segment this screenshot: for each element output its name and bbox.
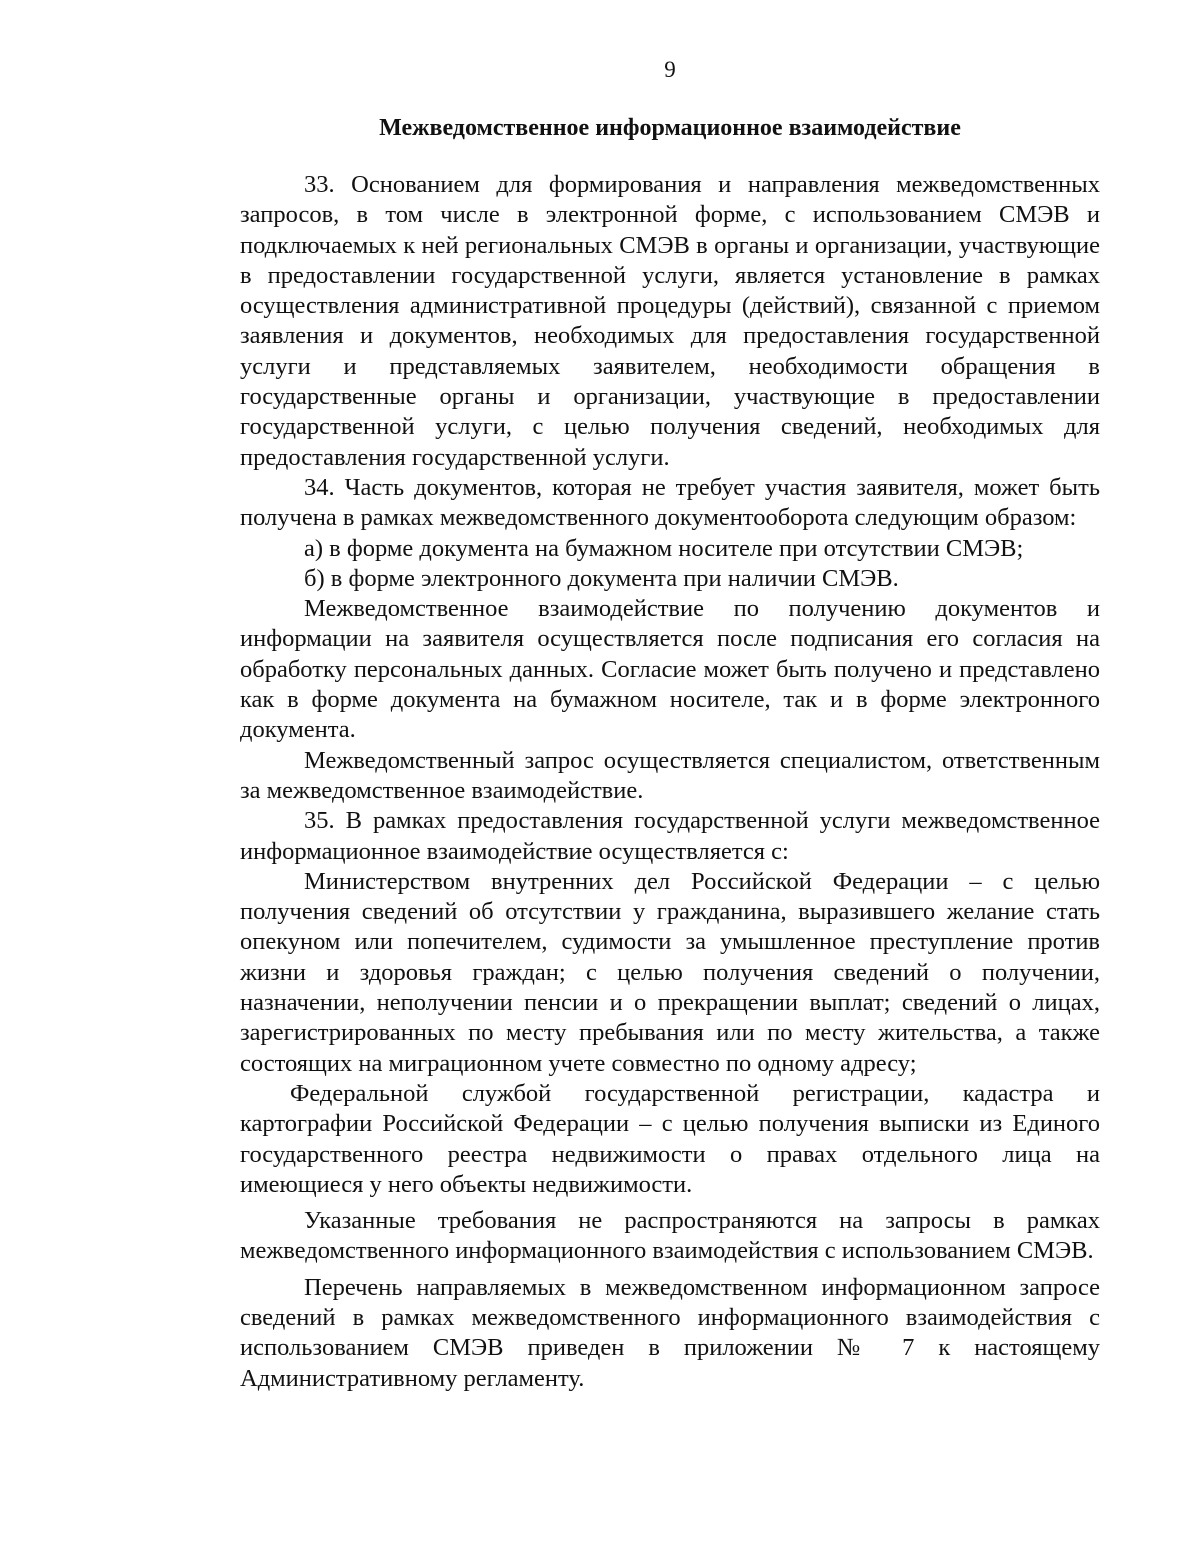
section-title: Межведомственное информационное взаимодействие (379, 115, 961, 141)
paragraph-request: Межведомственный запрос осуществляется специалистом, ответственным за межведомственное взаимодействие. (240, 746, 1100, 804)
paragraph-consent: Межведомственное взаимодействие по получению документов и информации на заявителя осуществляется после подписания его согласия на обработку персональных данных. Согласие может быть получено и представлено как в форме документа на бумажном носителе, так и в форме электронного документа. (240, 595, 1100, 744)
document-body (240, 170, 1100, 1394)
paragraph-mvd: Министерством внутренних дел Российской Федерации – с целью получения сведений об отсутствии у гражданина, выразившего желание стать опекуном или попечителем, судимости за умышленное преступление против жизни и здоровья граждан; с целью получения сведений о получении, назначении, неполучении пенсии и о прекращении выплат; сведений о лицах, зарегистрированных по месту пребывания или по месту жительства, а также состоящих на миграционном учете совместно по одному адресу; (240, 867, 1100, 1077)
paragraph-35: 35. В рамках предоставления государственной услуги межведомственное информационное взаимодействие осуществляется с: (240, 807, 1100, 865)
page-number: 9 (664, 57, 676, 82)
paragraph-34: 34. Часть документов, которая не требует участия заявителя, может быть получена в рамках межведомственного документооборота следующим образом: (240, 473, 1100, 532)
list-item-a: а) в форме документа на бумажном носителе при отсутствии СМЭВ; (304, 534, 1024, 562)
paragraph-requirements: Указанные требования не распространяются на запросы в рамках межведомственного информационного взаимодействия с использованием СМЭВ. (240, 1207, 1100, 1265)
paragraph-list-reference: Перечень направляемых в межведомственном информационном запросе сведений в рамках межведомственного информационного взаимодействия с использованием СМЭВ приведен в приложении № 7 к настоящему Административному регламенту. (240, 1273, 1100, 1392)
paragraph-rosreestr: Федеральной службой государственной регистрации, кадастра и картографии Российской Федерации – с целью получения выписки из Единого государственного реестра недвижимости о правах отдельного лица на имеющиеся у него объекты недвижимости. (240, 1079, 1100, 1198)
paragraph-33: 33. Основанием для формирования и направления межведомственных запросов, в том числе в электронной форме, с использованием СМЭВ и подключаемых к ней региональных СМЭВ в органы и организации, участвующие в предоставлении государственной услуги, является установление в рамках осуществления административной процедуры (действий), связанной с приемом заявления и документов, необходимых для предоставления государственной услуги и представляемых заявителем, необходимости обращения в государственные органы и организации, участвующие в предоставлении государственной услуги, с целью получения сведений, необходимых для предоставления государственной услуги. (240, 171, 1100, 471)
list-item-b: б) в форме электронного документа при наличии СМЭВ. (304, 564, 899, 592)
